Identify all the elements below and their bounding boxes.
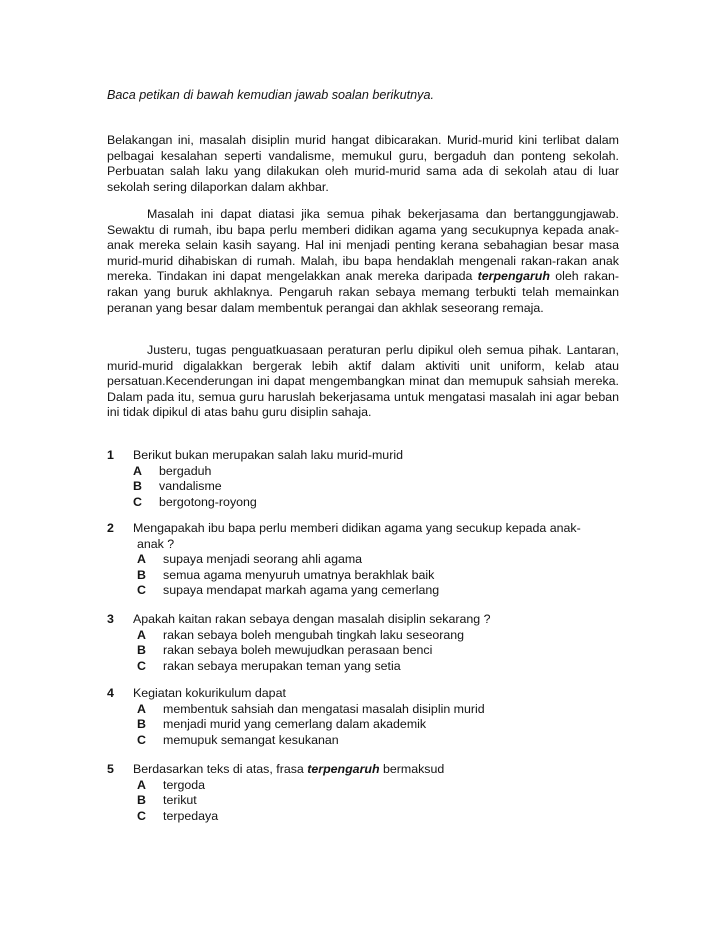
question-text [133, 762, 444, 778]
option-letter: B [133, 479, 142, 494]
option-text: supaya menjadi seorang ahli agama [163, 552, 363, 567]
option-letter: B [137, 793, 146, 808]
option-text: rakan sebaya boleh mewujudkan perasaan benci [163, 643, 433, 658]
option-text: supaya mendapat markah agama yang cemerlang [163, 583, 440, 598]
question-number: 5 [107, 762, 114, 776]
question-text-start: Berdasarkan teks di atas, frasa [133, 762, 308, 776]
keyword-terpengaruh: terpengaruh [307, 762, 380, 776]
option-letter: A [137, 552, 146, 567]
passage-paragraph-1: Belakangan ini, masalah disiplin murid hangat dibicarakan. Murid-murid kini terlibat dalam pelbagai kesalahan seperti vandalisme, memukul guru, bergaduh dan ponteng sekolah. Perbuatan salah laku yang dilakukan oleh murid-murid sama ada di sekolah atau di luar sekolah sering dilaporkan dalam akhbar. [107, 133, 619, 194]
option-letter: C [137, 583, 146, 598]
instruction-text: Baca petikan di bawah kemudian jawab soalan berikutnya. [107, 88, 434, 102]
passage-paragraph-2-start: Masalah ini dapat diatasi jika semua pihak bekerjasama dan bertanggungjawab. Sewaktu di rumah, ibu bapa perlu memberi didikan agama yang secukupnya kepada anak-anak mereka selain kasih sayang. Hal ini menjadi penting kerana sebahagian besar masa murid-murid dihabiskan di rumah. Malah, ibu bapa hendaklah mengenali rakan-rakan anak mereka. Tindakan ini dapat mengelakkan anak mereka daripada [107, 207, 619, 284]
option-letter: A [133, 463, 142, 478]
option-letter: C [137, 808, 146, 823]
option-text: bergotong-royong [159, 494, 257, 509]
question-text: Berikut bukan merupakan salah laku murid-murid [133, 448, 403, 462]
option-text: rakan sebaya merupakan teman yang setia [163, 658, 401, 673]
question-number: 4 [107, 686, 114, 700]
option-letter: C [137, 658, 146, 673]
option-text: memupuk semangat kesukanan [163, 732, 339, 747]
question-text-continued: anak ? [137, 536, 175, 551]
option-text: menjadi murid yang cemerlang dalam akademik [163, 717, 427, 732]
passage-paragraph-2 [107, 207, 619, 316]
passage-paragraph-2-end: oleh rakan-rakan yang buruk akhlaknya. Pengaruh rakan sebaya memang terbukti telah memainkan peranan yang besar dalam membentuk perangai dan akhlak seseorang remaja. [107, 269, 620, 315]
option-letter: B [137, 643, 146, 658]
option-text: vandalisme [159, 479, 222, 494]
question-number: 3 [107, 612, 114, 626]
question-number: 2 [107, 521, 114, 535]
question-text: Apakah kaitan rakan sebaya dengan masalah disiplin sekarang ? [133, 612, 491, 626]
option-text: bergaduh [159, 463, 212, 478]
option-letter: B [137, 717, 146, 732]
option-text: tergoda [163, 777, 206, 792]
option-text: terikut [163, 793, 197, 808]
option-text: membentuk sahsiah dan mengatasi masalah disiplin murid [163, 701, 485, 716]
passage-paragraph-3: Justeru, tugas penguatkuasaan peraturan perlu dipikul oleh semua pihak. Lantaran, murid-murid digalakkan bergerak lebih aktif dalam aktiviti unit uniform, kelab atau persatuan.Kecenderungan ini dapat mengembangkan minat dan memupuk sahsiah mereka. Dalam pada itu, semua guru haruslah bekerjasama untuk mengatasi masalah ini agar beban ini tidak dipikul di atas bahu guru disiplin sahaja. [107, 343, 619, 420]
option-letter: C [133, 494, 142, 509]
question-number: 1 [107, 448, 114, 462]
option-letter: A [137, 627, 146, 642]
question-text: Kegiatan kokurikulum dapat [133, 686, 286, 700]
option-letter: A [137, 777, 146, 792]
option-text: semua agama menyuruh umatnya berakhlak baik [163, 567, 435, 582]
keyword-terpengaruh: terpengaruh [477, 269, 550, 284]
option-text: terpedaya [163, 808, 219, 823]
question-text-end: bermaksud [379, 762, 445, 776]
question-text: Mengapakah ibu bapa perlu memberi didikan agama yang secukup kepada anak- [133, 521, 581, 535]
option-letter: A [137, 701, 146, 716]
option-text: rakan sebaya boleh mengubah tingkah laku seseorang [163, 627, 465, 642]
option-letter: C [137, 732, 146, 747]
option-letter: B [137, 567, 146, 582]
